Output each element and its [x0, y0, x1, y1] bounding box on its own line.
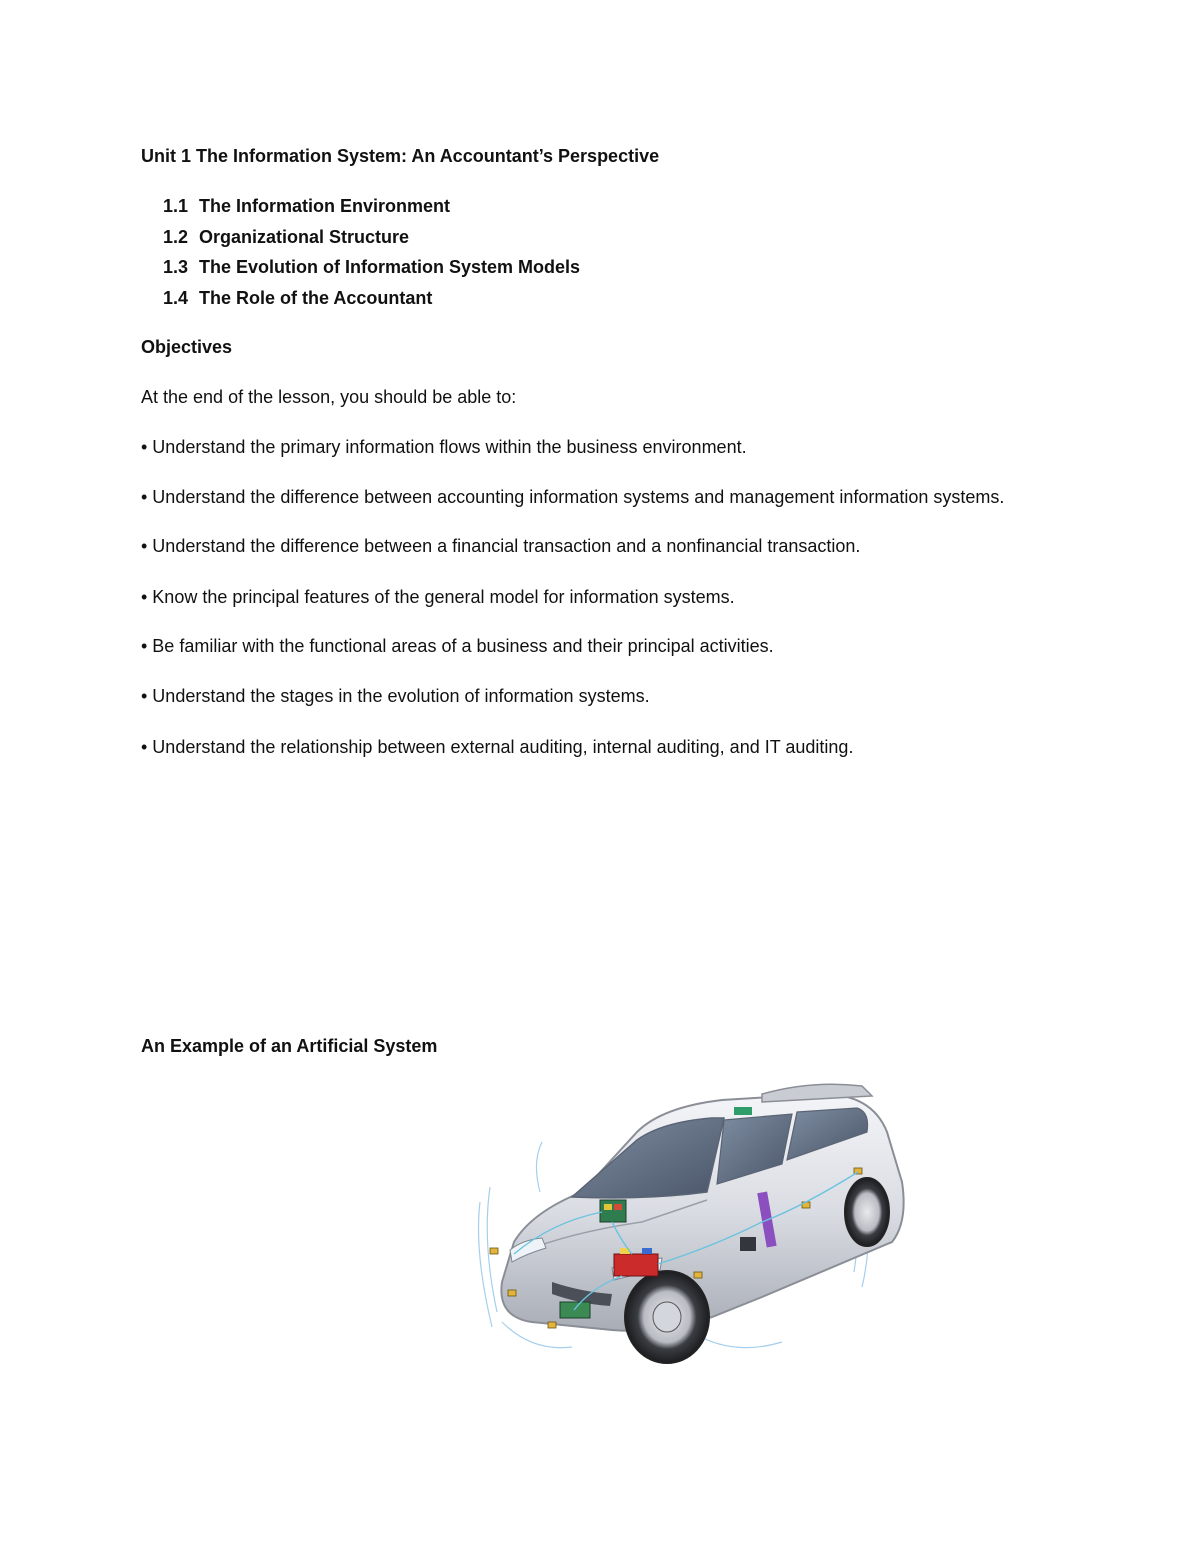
- objective-item: • Understand the stages in the evolution of information systems.: [141, 686, 650, 706]
- objective-item: • Understand the difference between accounting information systems and management information systems.: [141, 487, 1005, 507]
- toc-item-number: 1.1: [163, 196, 189, 216]
- toc-item-2: [163, 226, 409, 248]
- toc-item-number: 1.2: [163, 227, 189, 247]
- objective-item: • Know the principal features of the general model for information systems.: [141, 587, 735, 607]
- toc-item-label: Organizational Structure: [199, 227, 410, 247]
- objective-item: • Understand the primary information flows within the business environment.: [141, 437, 747, 457]
- objectives-heading: Objectives: [141, 337, 233, 357]
- objectives-intro: At the end of the lesson, you should be able to:: [141, 387, 517, 407]
- objective-item: • Be familiar with the functional areas of a business and their principal activities.: [141, 636, 774, 656]
- objective-item: • Understand the difference between a financial transaction and a nonfinancial transaction.: [141, 536, 861, 556]
- toc-item-1: [163, 195, 450, 217]
- toc-item-label: The Evolution of Information System Models: [199, 257, 581, 277]
- toc-item-3: [163, 256, 580, 278]
- toc-item-4: [163, 287, 432, 309]
- toc-item-label: The Role of the Accountant: [199, 288, 433, 308]
- objective-item: • Understand the relationship between external auditing, internal auditing, and IT auditing.: [141, 737, 854, 757]
- toc-item-number: 1.4: [163, 288, 189, 308]
- toc-item-number: 1.3: [163, 257, 189, 277]
- document-title: Unit 1 The Information System: An Accountant’s Perspective: [141, 146, 660, 166]
- toc-item-label: The Information Environment: [199, 196, 451, 216]
- car-electrical-system-icon: [462, 1072, 912, 1382]
- example-heading: An Example of an Artificial System: [141, 1036, 438, 1056]
